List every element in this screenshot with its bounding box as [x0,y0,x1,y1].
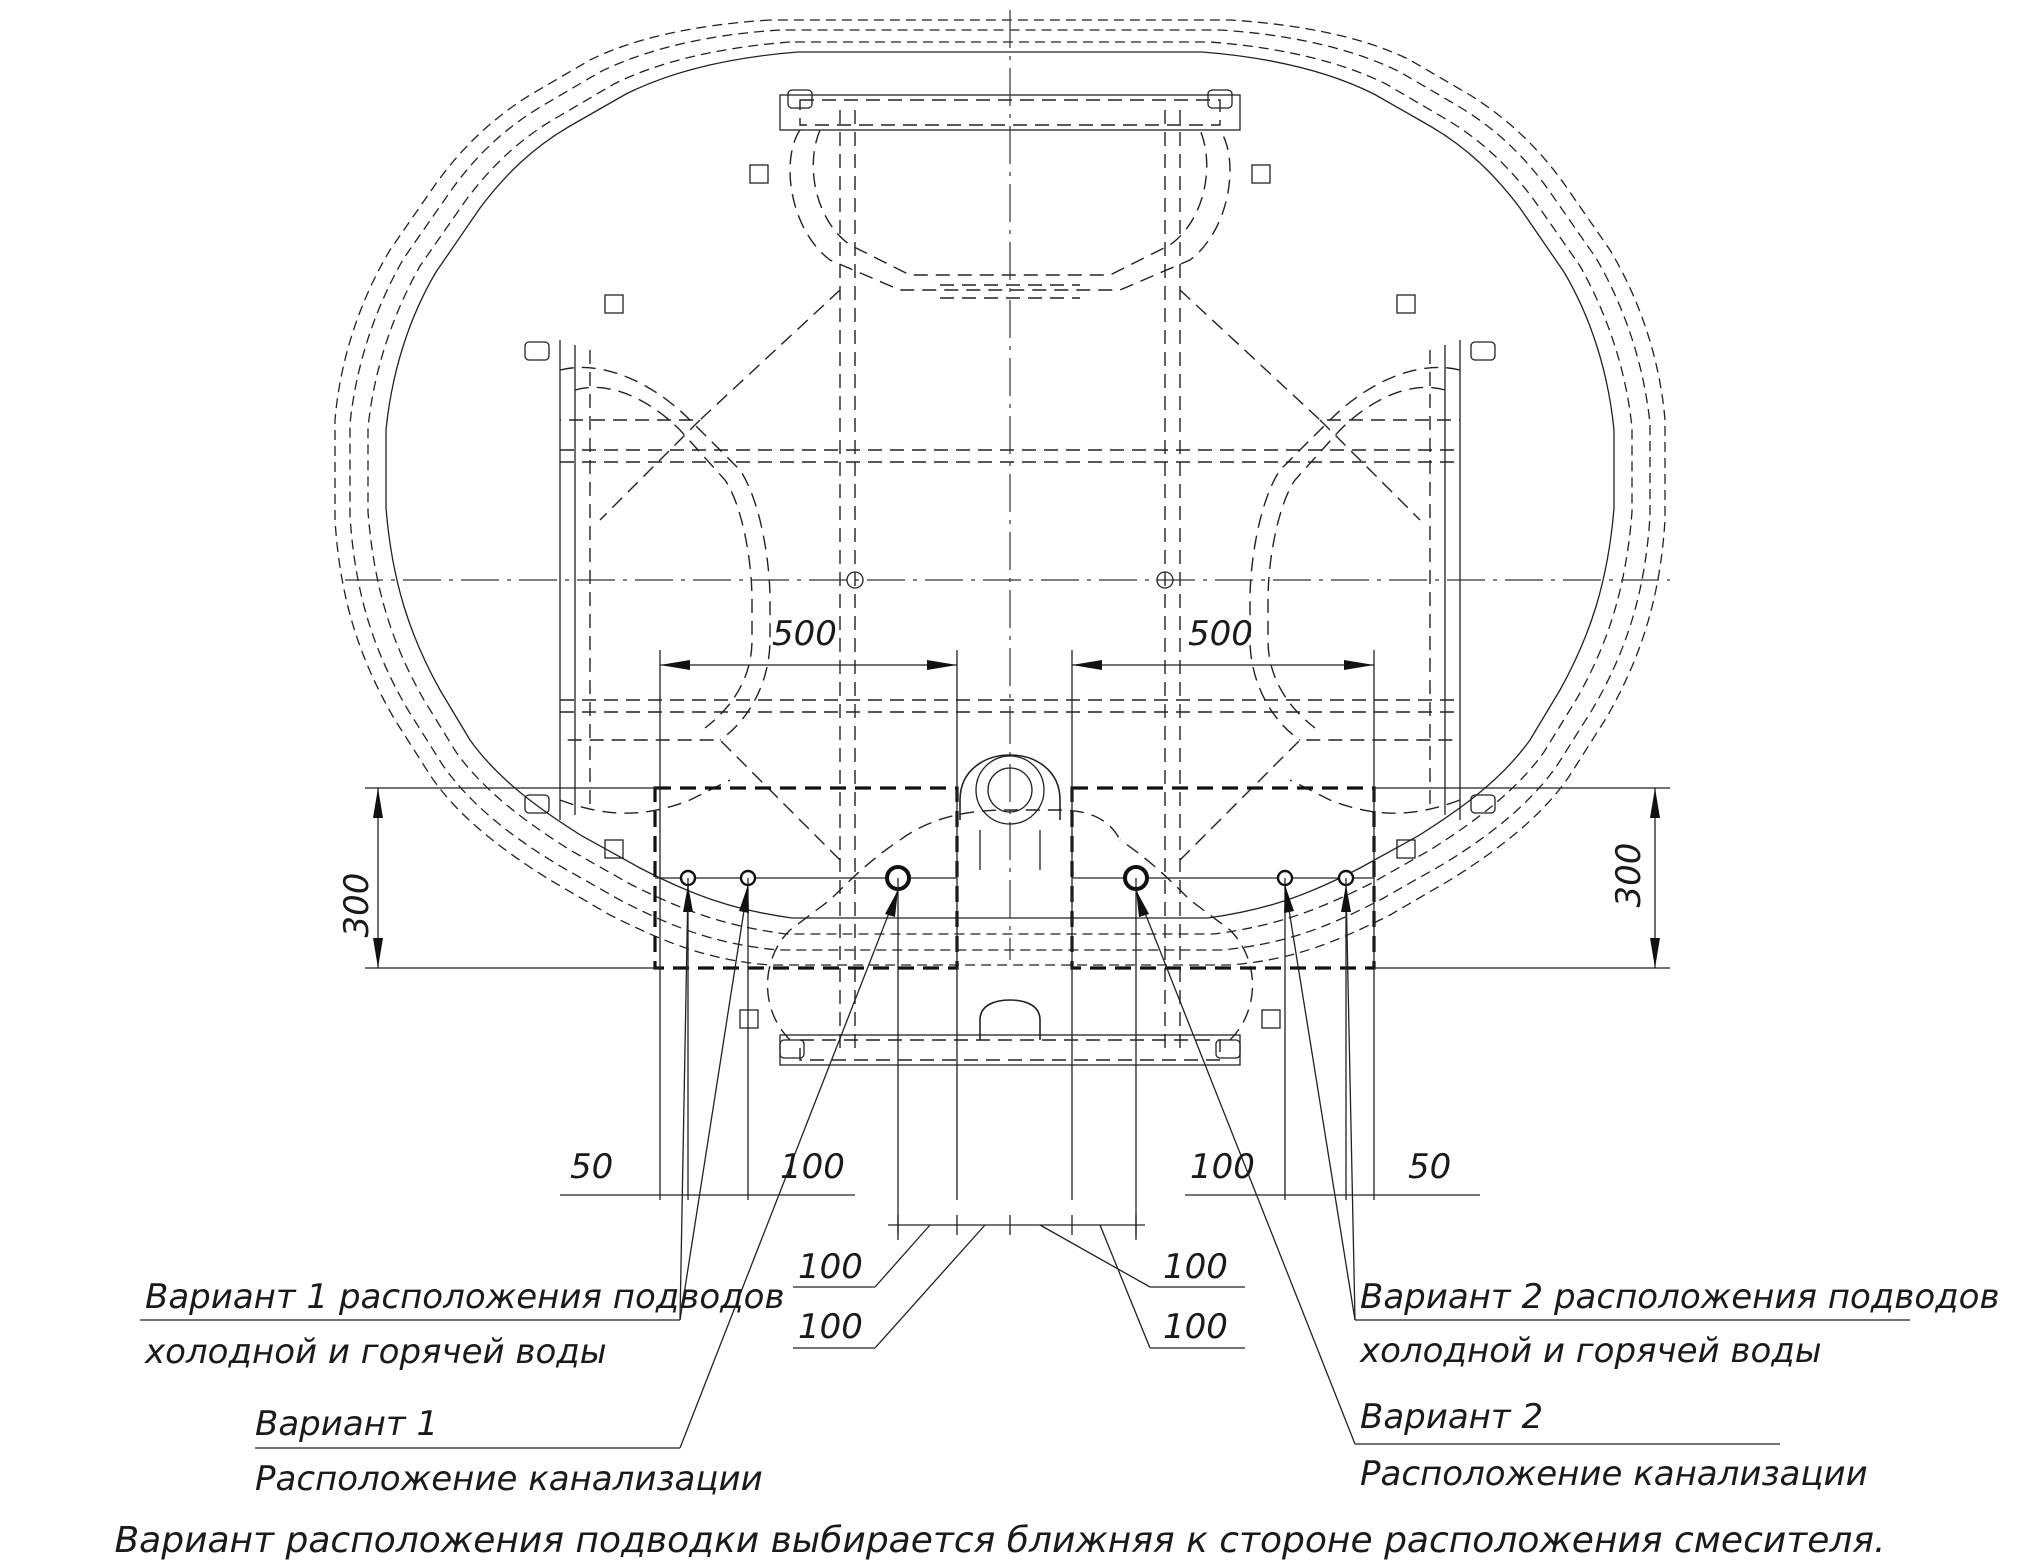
footnote: Вариант расположения подводки выбирается ближняя к стороне расположения смесителя. [114,1520,1886,1561]
dim-100-center-right-a: 100 [1163,1247,1228,1287]
dim-500-left: 500 [772,614,837,654]
label-variant1-water-line2: холодной и горячей воды [145,1332,607,1372]
connection-zones [655,788,1374,968]
label-variant1-drain-line2: Расположение канализации [255,1459,763,1499]
label-variant2-water-line2: холодной и горячей воды [1360,1331,1822,1371]
label-variant2-drain-line1: Вариант 2 [1360,1397,1544,1437]
dim-100-center-right-b: 100 [1163,1307,1228,1347]
callout-texts [144,1277,2000,1499]
dim-100-center-left-b: 100 [798,1307,863,1347]
dim-300-left: 300 [337,872,377,938]
center-lines [345,10,1670,960]
label-variant2-drain-line2: Расположение канализации [1360,1454,1868,1494]
dim-100-right: 100 [1190,1147,1255,1187]
dim-500-right: 500 [1188,614,1253,654]
dim-50-left: 50 [570,1147,614,1187]
dim-100-center-left-a: 100 [798,1247,863,1287]
tub-outline [335,20,1665,965]
dim-100-left: 100 [780,1147,845,1187]
label-variant2-water-line1: Вариант 2 расположения подводов [1360,1277,2000,1317]
label-variant1-drain-line1: Вариант 1 [255,1404,439,1444]
dimension-texts [337,614,1649,1347]
dim-50-right: 50 [1408,1147,1452,1187]
label-variant1-water-line1: Вариант 1 расположения подводов [145,1277,785,1317]
dim-300-right: 300 [1609,842,1649,908]
